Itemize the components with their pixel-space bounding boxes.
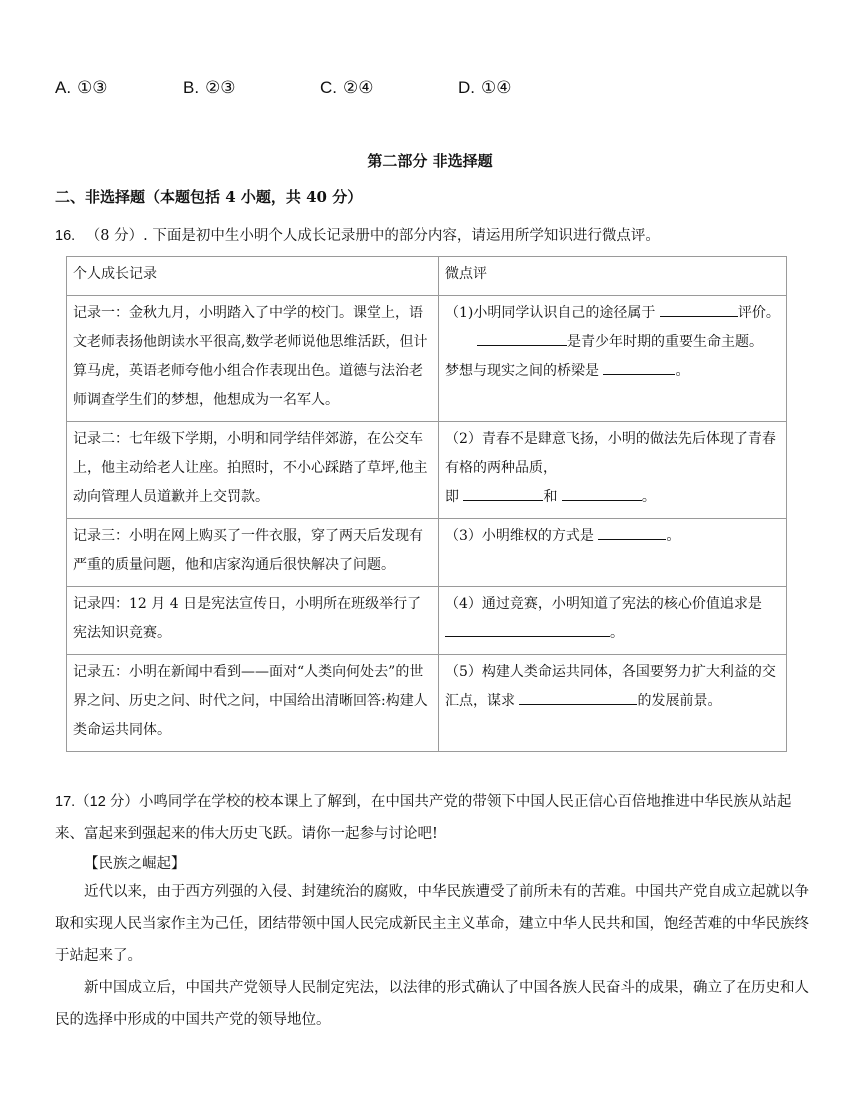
comment-text: 的发展前景。 xyxy=(637,693,722,709)
option-b xyxy=(183,78,236,98)
comment-cell xyxy=(439,655,787,752)
question-score: （8 分） xyxy=(85,228,144,244)
paragraph: 新中国成立后，中国共产党领导人民制定宪法，以法律的形式确认了中国各族人民奋斗的成果，确立了在历史和人民的选择中形成的中国共产党的领导地位。 xyxy=(55,980,809,1028)
column-header: 微点评 xyxy=(439,257,787,296)
option-letter: D. xyxy=(458,78,475,97)
answer-blank[interactable] xyxy=(598,523,666,540)
table-row xyxy=(67,296,787,422)
comment-cell xyxy=(439,587,787,655)
question-text: . 下面是初中生小明个人成长记录册中的部分内容，请运用所学知识进行微点评。 xyxy=(143,228,660,244)
answer-blank[interactable] xyxy=(463,484,543,501)
comment-text: 评价。 xyxy=(737,305,780,321)
paragraph: 近代以来，由于西方列强的入侵、封建统治的腐败，中华民族遭受了前所未有的苦难。中国共产党自成立起就以争取和实现人民当家作主为己任，团结带领中国人民完成新民主主义革命，建立中华人民共和国，饱经苦难的中华民族终于站起来了。 xyxy=(55,884,809,964)
comment-cell xyxy=(439,422,787,519)
comment-cell xyxy=(439,296,787,422)
record-cell: 记录三：小明在网上购买了一件衣服，穿了两天后发现有严重的质量问题，他和店家沟通后很快解决了问题。 xyxy=(67,519,439,587)
comment-text: （1)小明同学认识自己的途径属于 xyxy=(445,305,656,321)
option-value: ②③ xyxy=(205,78,236,98)
record-cell: 记录二：七年级下学期，小明和同学结伴郊游，在公交车上，他主动给老人让座。拍照时，不小心踩踏了草坪,他主动向管理人员道歉并上交罚款。 xyxy=(67,422,439,519)
comment-text: 。 xyxy=(641,489,656,505)
table-row xyxy=(67,519,787,587)
comment-text: （5）构建人类命运共同体，各国要努力扩大利益的交汇点，谋求 xyxy=(445,664,776,709)
answer-blank[interactable] xyxy=(603,358,675,375)
answer-blank[interactable] xyxy=(445,620,610,637)
comment-text: （2）青春不是肆意飞扬，小明的做法先后体现了青春有格的两种品质， xyxy=(445,431,776,476)
record-cell: 记录四：12 月 4 日是宪法宣传日，小明所在班级举行了宪法知识竞赛。 xyxy=(67,587,439,655)
option-value: ①④ xyxy=(481,78,512,98)
column-header: 个人成长记录 xyxy=(67,257,439,296)
option-c xyxy=(320,78,373,98)
table-header-row xyxy=(67,257,787,296)
comment-text: 。 xyxy=(675,363,690,379)
part-title: 第二部分 非选择题 xyxy=(367,152,493,170)
table-row xyxy=(67,655,787,752)
record-cell: 记录五：小明在新闻中看到——面对“人类向何处去”的世界之问、历史之问、时代之问，中国给出清晰回答:构建人类命运共同体。 xyxy=(67,655,439,752)
option-letter: C. xyxy=(320,78,337,97)
option-value: ②④ xyxy=(343,78,374,98)
option-a xyxy=(55,78,108,98)
answer-blank[interactable] xyxy=(660,300,738,317)
option-letter: A. xyxy=(55,78,72,97)
growth-record-table xyxy=(66,256,787,752)
question-score: （12 分） xyxy=(75,794,139,810)
table-row xyxy=(67,422,787,519)
option-d xyxy=(458,78,511,98)
question-number: 16. xyxy=(55,228,76,244)
answer-blank[interactable] xyxy=(477,329,567,346)
comment-cell xyxy=(439,519,787,587)
question-text: 小鸣同学在学校的校本课上了解到，在中国共产党的带领下中国人民正信心百倍地推进中华民族从站起来、富起来到强起来的伟大历史飞跃。请你一起参与讨论吧! xyxy=(55,794,792,842)
comment-text: 。 xyxy=(610,625,624,641)
comment-text: 和 xyxy=(543,489,558,505)
section-title: 二、非选择题（本题包括 4 小题，共 40 分） xyxy=(55,188,363,206)
option-value: ①③ xyxy=(77,78,108,98)
comment-text: （3）小明维权的方式是 xyxy=(445,528,594,544)
comment-text: 梦想与现实之间的桥梁是 xyxy=(445,363,599,379)
record-cell: 记录一：金秋九月，小明踏入了中学的校门。课堂上，语文老师表扬他朗读水平很高,数学老师说他思维活跃，但计算马虎，英语老师夸他小组合作表现出色。道德与法治老师调查学生们的梦想，他想成为一名军人。 xyxy=(67,296,439,422)
option-letter: B. xyxy=(183,78,200,97)
question-16-stem xyxy=(55,224,660,245)
table-row xyxy=(67,587,787,655)
question-17-stem xyxy=(55,786,810,850)
comment-text: 即 xyxy=(445,489,459,505)
section-subheading: 【民族之崛起】 xyxy=(84,856,186,872)
answer-blank[interactable] xyxy=(562,484,642,501)
comment-text: （4）通过竞赛，小明知道了宪法的核心价值追求是 xyxy=(445,596,762,612)
comment-text: 是青少年时期的重要生命主题。 xyxy=(567,334,763,350)
answer-blank[interactable] xyxy=(519,688,637,705)
question-number: 17. xyxy=(55,794,76,810)
comment-text: 。 xyxy=(666,528,681,544)
